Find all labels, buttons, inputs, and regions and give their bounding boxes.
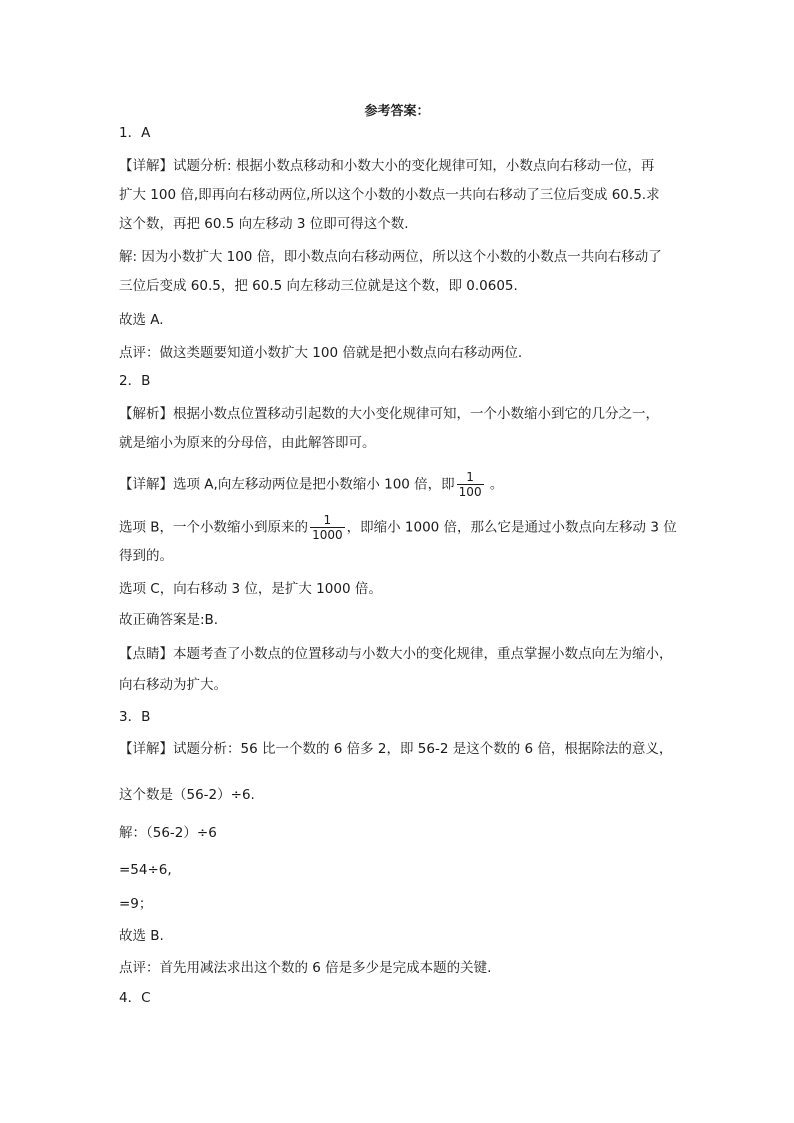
text-line — [119, 470, 503, 499]
fraction-numerator: 1 — [466, 470, 474, 484]
line-text: 就是缩小为原来的分母倍，由此解答即可。 — [119, 435, 376, 451]
line-text: 这个数是（56-2）÷6. — [119, 787, 255, 803]
text-line — [119, 861, 172, 879]
line-text: 点评：做这类题要知道小数扩大 100 倍就是把小数点向右移动两位. — [119, 345, 523, 361]
text-line — [119, 124, 150, 142]
text-line — [119, 405, 659, 423]
text-line — [119, 959, 491, 977]
line-text: 【点睛】本题考查了小数点的位置移动与小数大小的变化规律，重点掌握小数点向左为缩小， — [119, 646, 673, 662]
text-line — [119, 895, 152, 913]
line-text: 解: 因为小数扩大 100 倍，即小数点向右移动两位，所以这个小数的小数点一共向右移动了 — [119, 249, 662, 265]
line-text: 故正确答案是:B. — [119, 612, 219, 628]
text-line — [119, 740, 672, 758]
text-line — [119, 344, 522, 362]
line-text: 【详解】选项 A,向左移动两位是把小数缩小 100 倍，即 — [119, 476, 455, 493]
text-line — [119, 157, 654, 175]
text-line — [119, 215, 409, 233]
line-text: 扩大 100 倍,即再向右移动两位,所以这个小数的小数点一共向右移动了三位后变成 60.5.求 — [119, 187, 660, 203]
line-text-after: ，即缩小 1000 倍，那么它是通过小数点向左移动 3 位 — [346, 519, 677, 536]
line-text-after: 。 — [485, 476, 504, 493]
line-text: 选项 C，向右移动 3 位，是扩大 1000 倍。 — [119, 581, 382, 597]
line-text: 2．B — [119, 373, 151, 389]
line-text: 【详解】试题分析：56 比一个数的 6 倍多 2，即 56-2 是这个数的 6 倍，根据除法的意义， — [119, 741, 673, 757]
text-line — [119, 547, 173, 565]
line-text: 1．A — [119, 125, 151, 141]
line-text: 得到的。 — [119, 548, 173, 564]
text-line — [119, 708, 150, 726]
fraction-numerator: 1 — [323, 513, 332, 527]
text-line — [119, 434, 376, 452]
text-line — [119, 513, 677, 542]
text-line — [119, 676, 227, 694]
text-line — [119, 989, 151, 1007]
line-text: 选项 B，一个小数缩小到原来的 — [119, 519, 309, 536]
text-line — [119, 786, 255, 804]
line-text: 三位后变成 60.5，把 60.5 向左移动三位就是这个数，即 0.0605. — [119, 278, 518, 294]
line-text: =9； — [119, 896, 153, 912]
line-text: 解：（56-2）÷6 — [119, 825, 217, 841]
line-text: 【解析】根据小数点位置移动引起数的大小变化规律可知，一个小数缩小到它的几分之一， — [119, 406, 659, 422]
text-line — [119, 580, 382, 598]
line-text: =54÷6, — [119, 862, 172, 878]
text-line — [119, 311, 164, 329]
text-line — [119, 277, 518, 295]
fraction — [457, 470, 484, 499]
text-line — [119, 372, 150, 390]
text-line — [119, 645, 673, 663]
line-text: 故选 A. — [119, 312, 164, 328]
text-line — [119, 824, 217, 842]
line-text: 3．B — [119, 709, 151, 725]
line-text: 这个数，再把 60.5 向左移动 3 位即可得这个数. — [119, 216, 409, 232]
line-text: 4．C — [119, 990, 151, 1006]
fraction — [310, 513, 345, 542]
line-text: 【详解】试题分析: 根据小数点移动和小数大小的变化规律可知，小数点向右移动一位，再 — [119, 158, 655, 174]
fraction-denominator: 1000 — [312, 528, 343, 542]
text-line — [119, 927, 164, 945]
text-line — [119, 248, 662, 266]
text-line — [119, 611, 218, 629]
line-text: 故选 B. — [119, 928, 164, 944]
line-text: 向右移动为扩大。 — [119, 677, 227, 693]
text-line — [119, 186, 660, 204]
fraction-denominator: 100 — [458, 485, 482, 499]
page-title: 参考答案： — [364, 104, 430, 119]
line-text: 点评：首先用减法求出这个数的 6 倍是多少是完成本题的关键. — [119, 960, 492, 976]
